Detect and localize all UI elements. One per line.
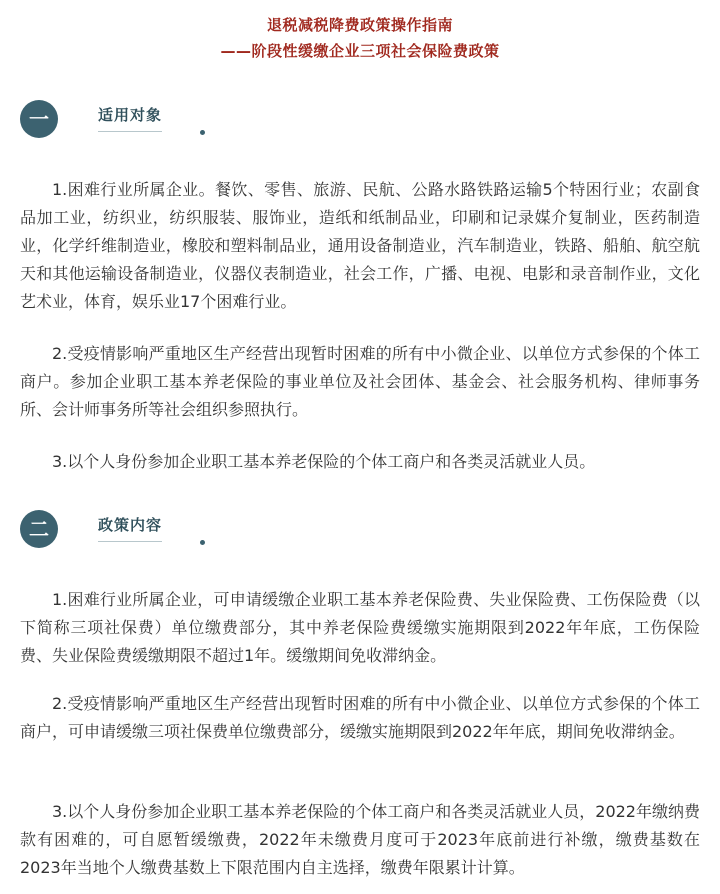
section-title: 适用对象: [98, 104, 162, 132]
paragraph: 2.受疫情影响严重地区生产经营出现暂时困难的所有中小微企业、以单位方式参保的个体工商户，可申请缓缴三项社保费单位缴费部分，缓缴实施期限到2022年年底，期间免收滞纳金。: [20, 694, 700, 741]
section-number-badge: 一: [20, 100, 58, 138]
title-line-1: 退税减税降费政策操作指南: [266, 16, 453, 34]
decorative-dot: [200, 540, 205, 545]
section-heading-applicable-objects: [20, 100, 320, 150]
document-title: [0, 12, 720, 64]
paragraph: 2.受疫情影响严重地区生产经营出现暂时困难的所有中小微企业、以单位方式参保的个体工商户。参加企业职工基本养老保险的事业单位及社会团体、基金会、社会服务机构、律师事务所、会计师事务所等社会组织参照执行。: [20, 344, 700, 419]
decorative-dot: [200, 130, 205, 135]
paragraph: 1.困难行业所属企业，可申请缓缴企业职工基本养老保险费、失业保险费、工伤保险费（以下简称三项社保费）单位缴费部分，其中养老保险费缓缴实施期限到2022年年底，工伤保险费、失业保险费缓缴期限不超过1年。缓缴期间免收滞纳金。: [20, 590, 700, 665]
paragraph: 1.困难行业所属企业。餐饮、零售、旅游、民航、公路水路铁路运输5个特困行业；农副食品加工业，纺织业，纺织服装、服饰业，造纸和纸制品业，印刷和记录媒介复制业，医药制造业，化学纤维制造业，橡胶和塑料制品业，通用设备制造业，汽车制造业，铁路、船舶、航空航天和其他运输设备制造业，仪器仪表制造业，社会工作，广播、电视、电影和录音制作业，文化艺术业，体育，娱乐业17个困难行业。: [20, 180, 700, 311]
section-number-badge: 二: [20, 510, 58, 548]
section-title: 政策内容: [98, 514, 162, 542]
paragraph: 3.以个人身份参加企业职工基本养老保险的个体工商户和各类灵活就业人员，2022年缴纳费款有困难的，可自愿暂缓缴费，2022年未缴费月度可于2023年底前进行补缴，缴费基数在2023年当地个人缴费基数上下限范围内自主选择，缴费年限累计计算。: [20, 802, 700, 877]
title-line-2: ——阶段性缓缴企业三项社会保险费政策: [220, 42, 500, 60]
paragraph: 3.以个人身份参加企业职工基本养老保险的个体工商户和各类灵活就业人员。: [52, 452, 596, 471]
section-heading-policy-content: [20, 510, 320, 560]
